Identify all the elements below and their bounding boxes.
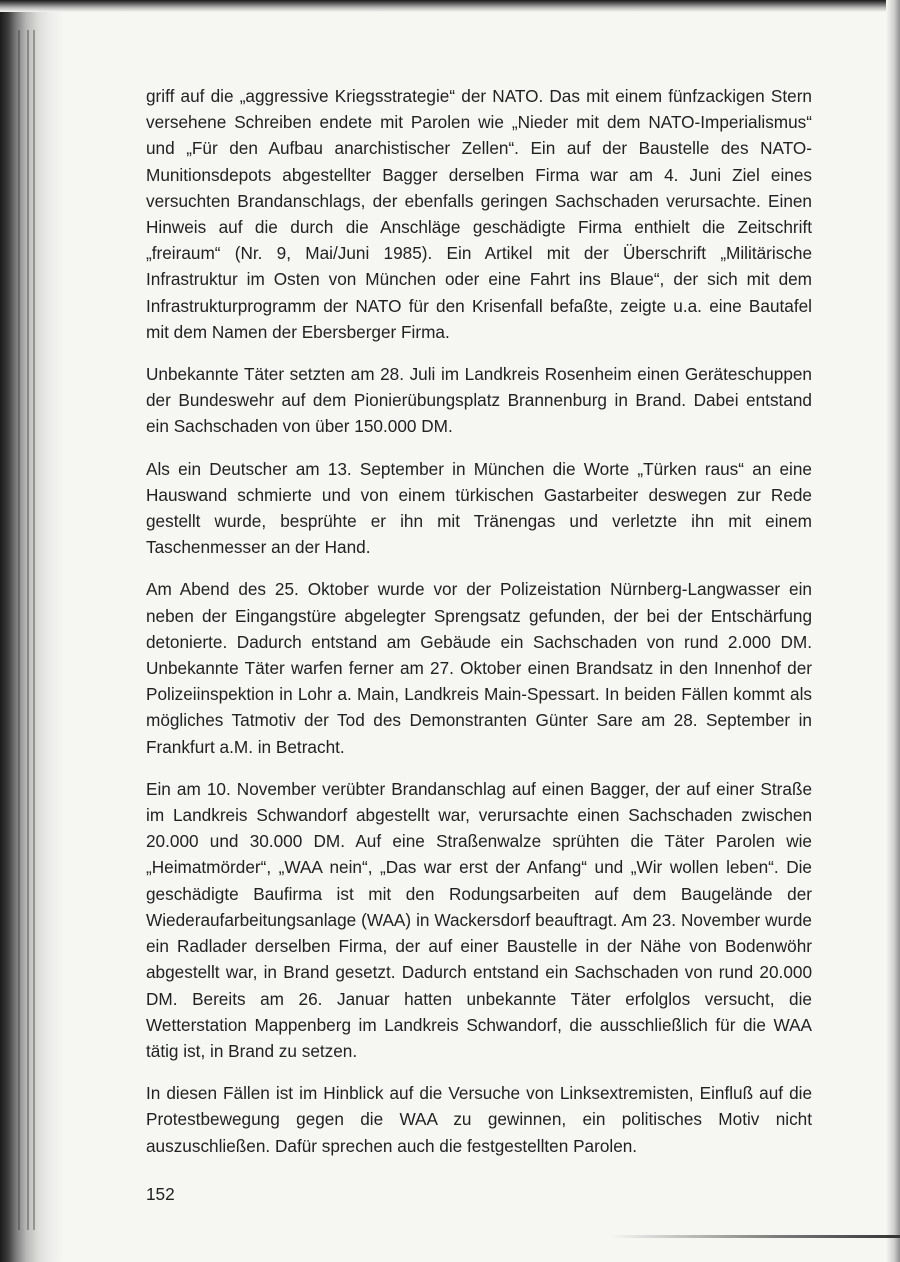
paragraph: Am Abend des 25. Oktober wurde vor der Polizeistation Nürnberg-Langwasser ein neben der Eingangstüre abgelegter Sprengsatz gefunden, der bei der Entschärfung detonierte. Dadurch entstand am Gebäude ein Sachschaden von rund 2.000 DM. Unbekannte Täter warfen ferner am 27. Oktober einen Brandsatz in den Innenhof der Polizeiinspektion in Lohr a. Main, Landkreis Main-Spessart. In beiden Fällen kommt als mögliches Tatmotiv der Tod des Demonstranten Günter Sare am 28. September in Frankfurt a.M. in Betracht.	[146, 579, 812, 757]
page-bottom-edge	[610, 1235, 900, 1238]
paragraph: Ein am 10. November verübter Brandanschlag auf einen Bagger, der auf einer Straße im Landkreis Schwandorf abgestellt war, verursachte einen Sachschaden zwischen 20.000 und 30.000 DM. Auf eine Straßenwalze sprühten die Täter Parolen wie „Heimatmörder“, „WAA nein“, „Das war erst der Anfang“ und „Wir wollen leben“. Die geschädigte Baufirma ist mit den Rodungsarbeiten auf dem Baugelände der Wiederaufarbeitungsanlage (WAA) in Wackersdorf beauftragt. Am 23. November wurde ein Radlader derselben Firma, der auf einer Baustelle in der Nähe von Bodenwöhr abgestellt war, in Brand gesetzt. Dadurch entstand ein Sachschaden von rund 20.000 DM. Bereits am 26. Januar hatten unbekannte Täter erfolglos versucht, die Wetterstation Mappenberg im Landkreis Schwandorf, die ausschließlich für die WAA tätig ist, in Brand zu setzen.	[146, 778, 812, 1061]
paragraph: In diesen Fällen ist im Hinblick auf die Versuche von Linksextremisten, Einfluß auf die Protestbewegung gegen die WAA zu gewinnen, ein politisches Motiv nicht auszuschließen. Dafür sprechen auch die festgestellten Parolen.	[146, 1083, 812, 1156]
binding-line	[33, 30, 35, 1230]
paragraph: Unbekannte Täter setzten am 28. Juli im Landkreis Rosenheim einen Geräteschuppen der Bundeswehr auf dem Pionierübungsplatz Brannenburg in Brand. Dabei entstand ein Sachschaden von über 150.000 DM.	[146, 364, 812, 437]
paragraph: Als ein Deutscher am 13. September in München die Worte „Türken raus“ an eine Hauswand schmierte und von einem türkischen Gastarbeiter deswegen zur Rede gestellt wurde, besprühte er ihn mit Tränengas und verletzte ihn mit einem Taschenmesser an der Hand.	[146, 458, 812, 558]
page-right-edge	[886, 0, 900, 1262]
binding-line	[27, 30, 29, 1230]
book-binding-shadow	[0, 0, 64, 1262]
body-text	[146, 83, 812, 1175]
page-top-edge	[0, 0, 900, 12]
page-number: 152	[146, 1184, 175, 1204]
paragraph: griff auf die „aggressive Kriegsstrategie“ der NATO. Das mit einem fünfzackigen Stern versehene Schreiben endete mit Parolen wie „Nieder mit dem NATO-Imperialismus“ und „Für den Aufbau anarchistischer Zellen“. Ein auf der Baustelle des NATO-Munitionsdepots abgestellter Bagger derselben Firma war am 4. Juni Ziel eines versuchten Brandanschlags, der ebenfalls geringen Sachschaden verursachte. Einen Hinweis auf die durch die Anschläge geschädigte Firma enthielt die Zeitschrift „freiraum“ (Nr. 9, Mai/Juni 1985). Ein Artikel mit der Überschrift „Militärische Infrastruktur im Osten von München oder eine Fahrt ins Blaue“, der sich mit dem Infrastrukturprogramm der NATO für den Krisenfall befaßte, zeigte u.a. eine Bautafel mit dem Namen der Ebersberger Firma.	[146, 86, 812, 342]
binding-line	[18, 30, 20, 1230]
